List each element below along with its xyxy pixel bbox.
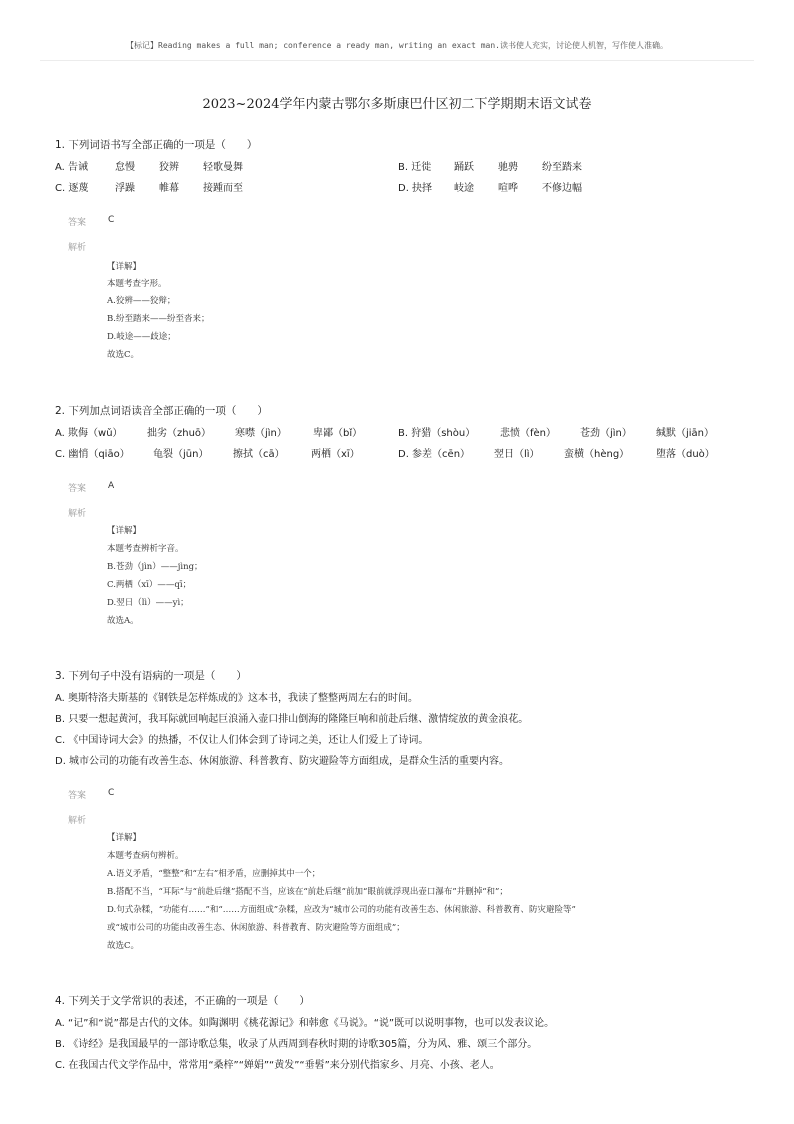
- q3-option-c[interactable]: C. 《中国诗词大会》的热播，不仅让人们体会到了诗词之美，还让人们爱上了诗词。: [55, 735, 429, 746]
- q3-exp-line: A.语义矛盾，“整整”和“左右”相矛盾，应删掉其中一个；: [107, 869, 321, 879]
- q3-option-d[interactable]: D. 城市公司的功能有改善生态、休闲旅游、科普教育、防灾避险等方面组成，是群众生活的重要内容。: [55, 756, 510, 767]
- q1-explain-label: 解析: [68, 243, 87, 253]
- header-motto: 【标记】Reading makes a full man; conference a ready man, writing an exact man.读书使人充实，讨论使人机智，写作使人准确。: [126, 41, 668, 50]
- q1-option-c[interactable]: C. 逐蔑 浮躁 帷幕 接踵而至: [55, 183, 243, 194]
- page-title: 2023~2024学年内蒙古鄂尔多斯康巴什区初二下学期期末语文试卷: [202, 97, 592, 112]
- q1-option-d[interactable]: D. 抉择 岐途 喧哗 不修边幅: [398, 183, 582, 194]
- q3-exp-line: 或“城市公司的功能由改善生态、休闲旅游、科普教育、防灾避险等方面组成”；: [107, 923, 405, 933]
- q3-exp-line: 故选C。: [107, 941, 140, 951]
- q2-exp-line: 【详解】: [107, 526, 142, 536]
- q4-option-b[interactable]: B. 《诗经》是我国最早的一部诗歌总集，收录了从西周到春秋时期的诗歌305篇，分为风、雅、颂三个部分。: [55, 1039, 538, 1050]
- q2-exp-line: C.两栖（xī）——qī；: [107, 580, 192, 590]
- question-1-stem: 1. 下列词语书写全部正确的一项是（ ）: [55, 139, 258, 151]
- question-4-stem: 4. 下列关于文学常识的表述，不正确的一项是（ ）: [55, 995, 310, 1007]
- q2-option-d[interactable]: D. 参差（cēn） 翌日（lì） 蛮横（hèng） 堕落（duò）: [398, 449, 715, 460]
- q1-exp-line: D.岐途——歧途；: [107, 332, 176, 342]
- q3-exp-line: B.搭配不当，“耳际”与“前赴后继”搭配不当，应该在“前赴后继”前加“眼前就浮现出壶口瀑布”并删掉“和”；: [107, 887, 508, 897]
- header-divider: [40, 60, 754, 61]
- q2-explain-label: 解析: [68, 509, 87, 519]
- q4-option-c[interactable]: C. 在我国古代文学作品中，常常用“桑梓”“婵娟”“黄发”“垂髫”来分别代指家乡、月亮、小孩、老人。: [55, 1060, 500, 1071]
- q1-exp-line: 【详解】: [107, 262, 142, 272]
- q1-answer-value: C: [108, 215, 115, 225]
- q1-exp-line: 故选C。: [107, 350, 140, 360]
- q3-exp-line: D.句式杂糅，“功能有……”和“……方面组成”杂糅，应改为“城市公司的功能有改善生态、休闲旅游、科普教育、防灾避险等”: [107, 905, 576, 915]
- q1-answer-label: 答案: [68, 218, 87, 228]
- q3-answer-label: 答案: [68, 791, 87, 801]
- q3-option-a[interactable]: A. 奥斯特洛夫斯基的《钢铁是怎样炼成的》这本书，我读了整整两周左右的时间。: [55, 693, 419, 704]
- q4-option-a[interactable]: A. “记”和“说”都是古代的文体。如陶渊明《桃花源记》和韩愈《马说》。“说”既可以说明事物，也可以发表议论。: [55, 1018, 555, 1029]
- q1-option-b[interactable]: B. 迁徙 踊跃 驰骋 纷至踏来: [398, 162, 582, 173]
- q3-exp-line: 【详解】: [107, 833, 142, 843]
- q2-answer-value: A: [108, 481, 115, 491]
- q1-exp-line: A.狡辨——狡辩；: [107, 296, 176, 306]
- q3-answer-value: C: [108, 788, 115, 798]
- question-2-stem: 2. 下列加点词语读音全部正确的一项（ ）: [55, 405, 268, 417]
- q2-exp-line: B.苍劲（jìn）——jìng；: [107, 562, 203, 572]
- question-3-stem: 3. 下列句子中没有语病的一项是（ ）: [55, 670, 247, 682]
- q2-option-a[interactable]: A. 欺侮（wǔ） 拙劣（zhuō） 寒噤（jìn） 卑鄙（bǐ）: [55, 428, 363, 439]
- q2-option-b[interactable]: B. 狩猎（shòu） 悲愤（fèn） 苍劲（jìn） 缄默（jiān）: [398, 428, 715, 439]
- q3-option-b[interactable]: B. 只要一想起黄河，我耳际就回响起巨浪涌入壶口排山倒海的隆隆巨响和前赴后继、激情绽放的黄金浪花。: [55, 714, 529, 725]
- q3-explain-label: 解析: [68, 816, 87, 826]
- q1-option-a[interactable]: A. 告诫 怠慢 狡辨 轻歌曼舞: [55, 162, 243, 173]
- q3-exp-line: 本题考查病句辨析。: [107, 851, 184, 861]
- q2-exp-line: 故选A。: [107, 616, 139, 626]
- q1-exp-line: 本题考查字形。: [107, 279, 167, 289]
- q2-exp-line: D.翌日（lì）——yì；: [107, 598, 189, 608]
- q2-answer-label: 答案: [68, 484, 87, 494]
- q1-exp-line: B.纷至踏来——纷至沓来；: [107, 314, 210, 324]
- q2-exp-line: 本题考查辨析字音。: [107, 544, 184, 554]
- q2-option-c[interactable]: C. 幽悄（qiāo） 龟裂（jūn） 擦拭（cā） 两栖（xī）: [55, 449, 360, 460]
